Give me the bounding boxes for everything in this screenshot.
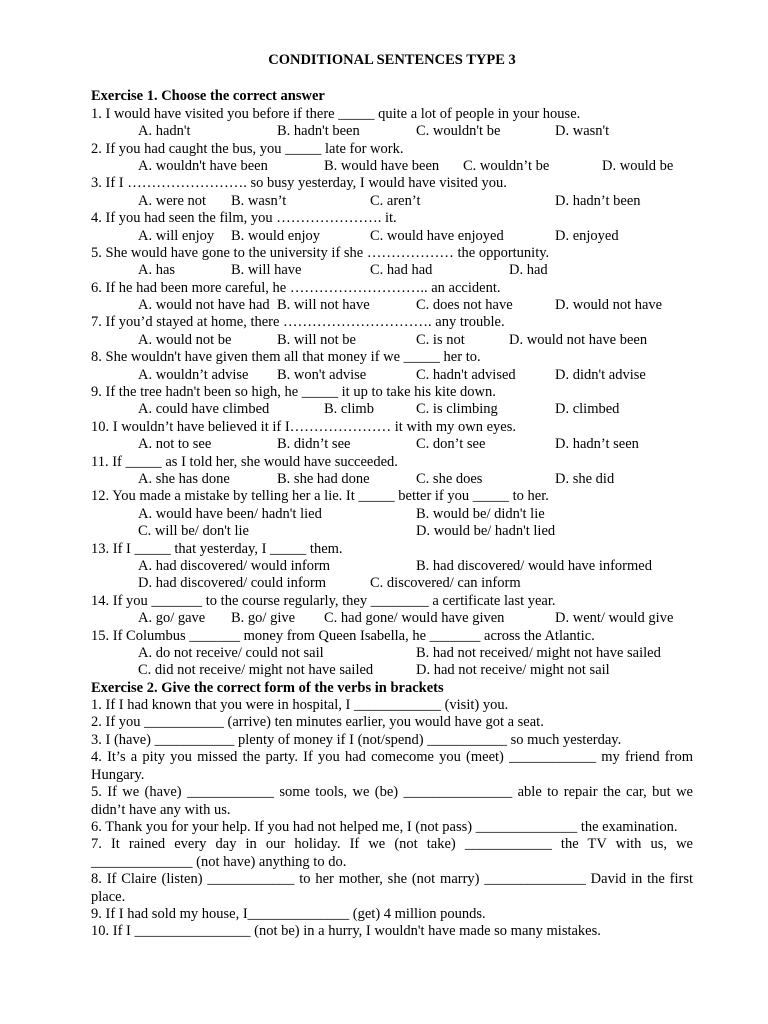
question-13-options	[91, 558, 693, 575]
option-d-q3[interactable]: D. hadn’t been	[555, 192, 641, 209]
option-c-q4[interactable]: C. would have enjoyed	[370, 227, 504, 244]
question-8-options	[91, 367, 693, 384]
option-d-q15[interactable]: D. had not receive/ might not sail	[416, 662, 610, 679]
question-12: 12. You made a mistake by telling her a lie. It _____ better if you _____ to her.	[91, 488, 549, 505]
option-c-q10[interactable]: C. don’t see	[416, 436, 486, 453]
option-d-q4[interactable]: D. enjoyed	[555, 227, 619, 244]
option-c-q15[interactable]: C. did not receive/ might not have sailed	[138, 662, 374, 679]
question-8: 8. She wouldn't have given them all that money if we _____ her to.	[91, 349, 481, 366]
exercise2-item-6: 6. Thank you for your help. If you had not helped me, I (not pass) ______________ the examination.	[91, 818, 678, 835]
question-10-options	[91, 436, 693, 453]
option-b-q8[interactable]: B. won't advise	[277, 366, 367, 383]
option-a-q3[interactable]: A. were not	[138, 192, 207, 209]
option-a-q10[interactable]: A. not to see	[138, 436, 212, 453]
option-c-q12[interactable]: C. will be/ don't lie	[138, 523, 249, 540]
exercise2-item-9: 9. If I had sold my house, I______________ (get) 4 million pounds.	[91, 905, 486, 922]
option-a-q14[interactable]: A. go/ gave	[138, 610, 206, 627]
option-c-q8[interactable]: C. hadn't advised	[416, 366, 516, 383]
question-13: 13. If I _____ that yesterday, I _____ them.	[91, 540, 343, 557]
option-b-q7[interactable]: B. will not be	[277, 331, 356, 348]
question-10: 10. I wouldn’t have believed it if I………………… it with my own eyes.	[91, 418, 517, 435]
question-15: 15. If Columbus _______ money from Queen Isabella, he _______ across the Atlantic.	[91, 627, 595, 644]
option-c-q5[interactable]: C. had had	[370, 262, 433, 279]
question-12-options	[91, 523, 693, 540]
question-14-options	[91, 610, 693, 627]
question-12-options	[91, 506, 693, 523]
option-b-q6[interactable]: B. will not have	[277, 297, 370, 314]
option-a-q11[interactable]: A. she has done	[138, 470, 230, 487]
option-a-q8[interactable]: A. wouldn’t advise	[138, 366, 249, 383]
question-1-options	[91, 123, 693, 140]
question-9: 9. If the tree hadn't been so high, he _____ it up to take his kite down.	[91, 384, 496, 401]
question-14: 14. If you _______ to the course regularly, they ________ a certificate last year.	[91, 592, 556, 609]
question-4-options	[91, 228, 693, 245]
question-15-options	[91, 662, 693, 679]
question-3: 3. If I ……………………. so busy yesterday, I would have visited you.	[91, 175, 507, 192]
option-d-q7[interactable]: D. would not have been	[509, 331, 648, 348]
option-a-q5[interactable]: A. has	[138, 262, 176, 279]
option-a-q13[interactable]: A. had discovered/ would inform	[138, 557, 331, 574]
question-2-options	[91, 158, 693, 175]
option-d-q8[interactable]: D. didn't advise	[555, 366, 646, 383]
option-d-q9[interactable]: D. climbed	[555, 401, 620, 418]
exercise2-item-1: 1. If I had known that you were in hospital, I ____________ (visit) you.	[91, 697, 509, 714]
option-c-q2[interactable]: C. wouldn’t be	[463, 157, 550, 174]
question-5-options	[91, 262, 693, 279]
worksheet-page	[91, 52, 693, 941]
option-a-q12[interactable]: A. would have been/ hadn't lied	[138, 505, 322, 522]
option-d-q1[interactable]: D. wasn't	[555, 123, 610, 140]
exercise2-item-4: 4. It’s a pity you missed the party. If you had comecome you (meet) ____________ my friend from Hungary.	[91, 749, 693, 783]
option-c-q14[interactable]: C. had gone/ would have given	[324, 610, 505, 627]
option-c-q13[interactable]: D. had discovered/ could inform	[138, 575, 327, 592]
option-d-q13[interactable]: C. discovered/ can inform	[370, 575, 521, 592]
option-b-q1[interactable]: B. hadn't been	[277, 123, 360, 140]
question-7-options	[91, 332, 693, 349]
option-c-q3[interactable]: C. aren’t	[370, 192, 421, 209]
question-6: 6. If he had been more careful, he ……………………….. an accident.	[91, 279, 501, 296]
exercise2-item-3: 3. I (have) ___________ plenty of money if I (not/spend) ___________ so much yesterday.	[91, 731, 622, 748]
exercise2-item-8: 8. If Claire (listen) ____________ to her mother, she (not marry) ______________ David in the first place.	[91, 871, 693, 905]
option-c-q1[interactable]: C. wouldn't be	[416, 123, 501, 140]
option-c-q7[interactable]: C. is not	[416, 331, 465, 348]
option-b-q11[interactable]: B. she had done	[277, 470, 370, 487]
option-b-q5[interactable]: B. will have	[231, 262, 302, 279]
option-a-q9[interactable]: A. could have climbed	[138, 401, 270, 418]
option-b-q4[interactable]: B. would enjoy	[231, 227, 321, 244]
exercise2-items	[91, 697, 693, 941]
option-b-q12[interactable]: B. would be/ didn't lie	[416, 505, 545, 522]
option-a-q15[interactable]: A. do not receive/ could not sail	[138, 644, 324, 661]
question-6-options	[91, 297, 693, 314]
exercise2-item-2: 2. If you ___________ (arrive) ten minutes earlier, you would have got a seat.	[91, 714, 544, 731]
question-5: 5. She would have gone to the university if she ……………… the opportunity.	[91, 244, 550, 261]
option-b-q10[interactable]: B. didn’t see	[277, 436, 351, 453]
question-4: 4. If you had seen the film, you …………………. it.	[91, 210, 397, 227]
question-11: 11. If _____ as I told her, she would have succeeded.	[91, 453, 398, 470]
question-7: 7. If you’d stayed at home, there …………………………. any trouble.	[91, 314, 505, 331]
option-c-q6[interactable]: C. does not have	[416, 297, 513, 314]
exercise1-heading: Exercise 1. Choose the correct answer	[91, 88, 325, 105]
question-1: 1. I would have visited you before if there _____ quite a lot of people in your house.	[91, 105, 581, 122]
exercise2-heading: Exercise 2. Give the correct form of the verbs in brackets	[91, 679, 444, 696]
option-c-q11[interactable]: C. she does	[416, 470, 483, 487]
question-11-options	[91, 471, 693, 488]
exercise2-item-5: 5. If we (have) ____________ some tools, we (be) _______________ able to repair the car, but we didn’t have any with us.	[91, 784, 693, 818]
title-spacer	[91, 69, 693, 88]
page-title: CONDITIONAL SENTENCES TYPE 3	[268, 52, 516, 68]
option-b-q15[interactable]: B. had not received/ might not have sailed	[416, 644, 661, 661]
option-d-q14[interactable]: D. went/ would give	[555, 610, 674, 627]
option-d-q2[interactable]: D. would be	[602, 157, 674, 174]
option-a-q4[interactable]: A. will enjoy	[138, 227, 215, 244]
exercise1-questions	[91, 106, 693, 680]
exercise2-item-7: 7. It rained every day in our holiday. If we (not take) ____________ the TV with us, we ______________ (not have) anything to do.	[91, 836, 693, 870]
option-d-q5[interactable]: D. had	[509, 262, 548, 279]
option-d-q12[interactable]: D. would be/ hadn't lied	[416, 523, 556, 540]
option-b-q2[interactable]: B. would have been	[324, 157, 440, 174]
question-2: 2. If you had caught the bus, you _____ late for work.	[91, 140, 404, 157]
option-a-q2[interactable]: A. wouldn't have been	[138, 157, 268, 174]
question-3-options	[91, 193, 693, 210]
option-b-q13[interactable]: B. had discovered/ would have informed	[416, 557, 652, 574]
option-b-q9[interactable]: B. climb	[324, 401, 374, 418]
option-a-q7[interactable]: A. would not be	[138, 331, 232, 348]
option-d-q6[interactable]: D. would not have	[555, 297, 663, 314]
option-b-q3[interactable]: B. wasn’t	[231, 192, 287, 209]
option-b-q14[interactable]: B. go/ give	[231, 610, 296, 627]
option-d-q10[interactable]: D. hadn’t seen	[555, 436, 639, 453]
option-a-q6[interactable]: A. would not have had	[138, 297, 270, 314]
exercise2-item-10: 10. If I ________________ (not be) in a hurry, I wouldn't have made so many mistakes.	[91, 923, 601, 940]
option-a-q1[interactable]: A. hadn't	[138, 123, 191, 140]
question-15-options	[91, 645, 693, 662]
question-13-options	[91, 575, 693, 592]
question-9-options	[91, 401, 693, 418]
option-c-q9[interactable]: C. is climbing	[416, 401, 498, 418]
option-d-q11[interactable]: D. she did	[555, 470, 615, 487]
